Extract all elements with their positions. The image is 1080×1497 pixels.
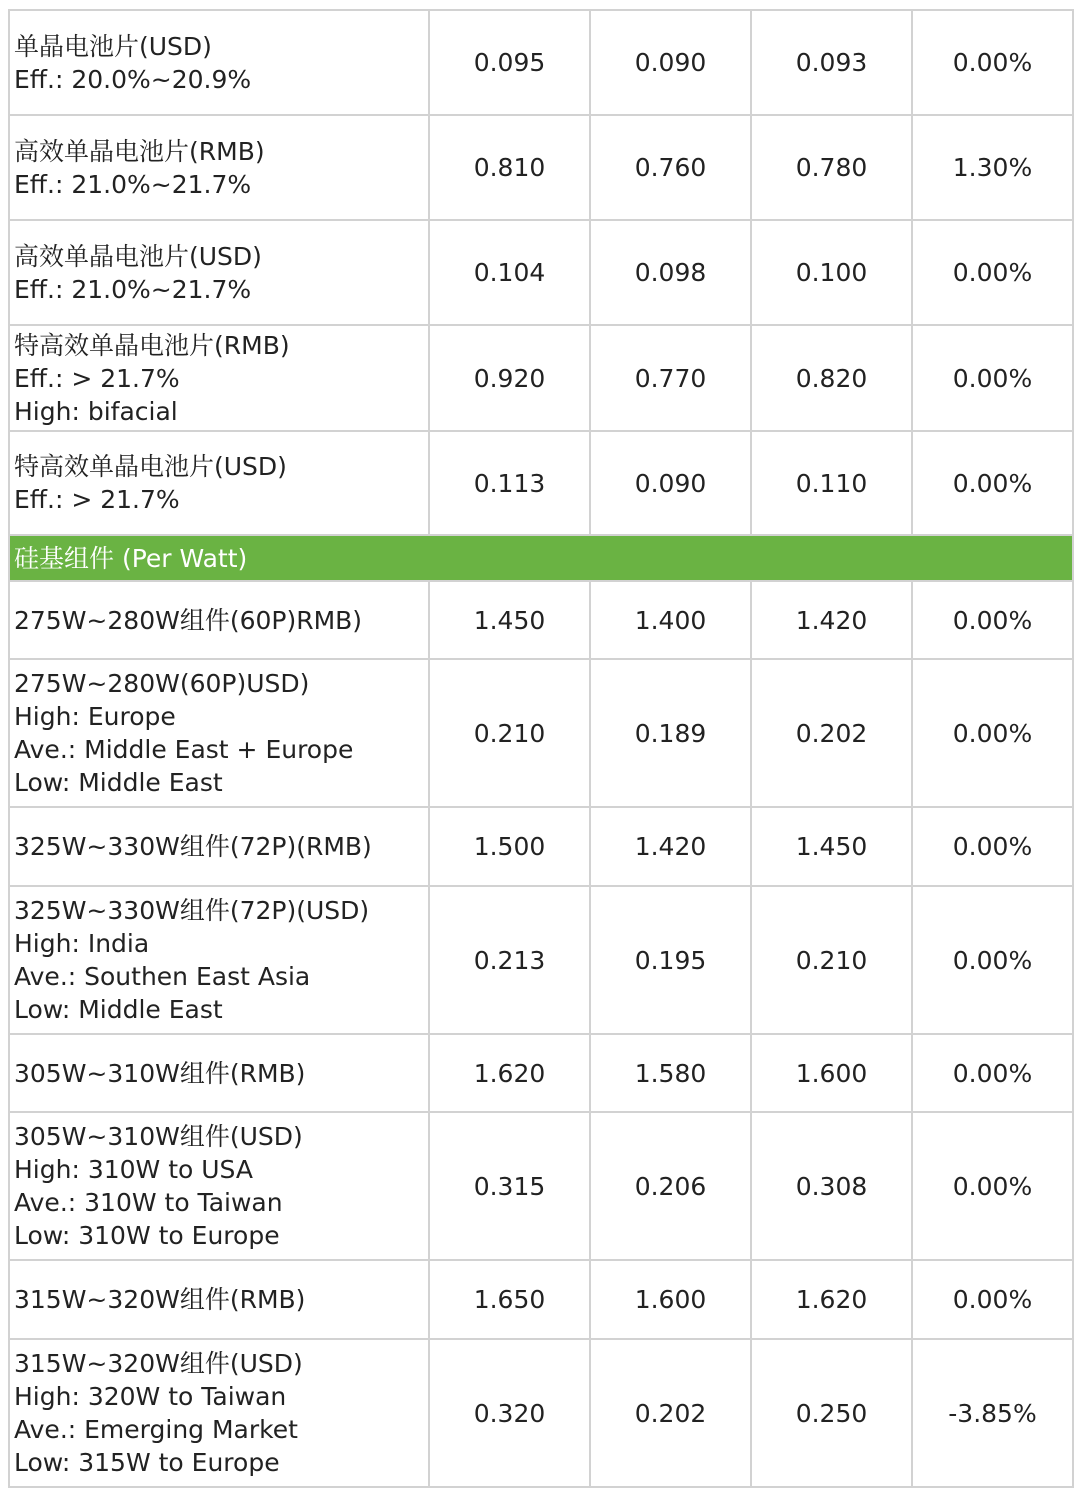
product-note: High: Europe: [14, 702, 176, 731]
average-price-cell: 0.110: [751, 431, 912, 535]
section-title: 硅基组件 (Per Watt): [9, 535, 1073, 581]
low-price-cell: 1.580: [590, 1034, 751, 1112]
low-price-cell: 1.420: [590, 807, 751, 886]
change-cell: 1.30%: [912, 115, 1073, 220]
price-table-body: [9, 10, 1073, 1487]
row-label: [9, 431, 429, 535]
high-price-cell: 0.213: [429, 886, 590, 1034]
product-name: 315W~320W组件(USD): [14, 1349, 303, 1378]
product-name: 315W~320W组件(RMB): [14, 1285, 306, 1314]
change-cell: 0.00%: [912, 1112, 1073, 1260]
product-note: Low: 310W to Europe: [14, 1221, 280, 1250]
change-cell: 0.00%: [912, 1034, 1073, 1112]
table-row: [9, 325, 1073, 431]
high-price-cell: 0.920: [429, 325, 590, 431]
high-price-cell: 0.810: [429, 115, 590, 220]
average-price-cell: 0.780: [751, 115, 912, 220]
average-price-cell: 0.100: [751, 220, 912, 325]
product-name: 高效单晶电池片(RMB): [14, 136, 265, 166]
product-note: Eff.: > 21.7%: [14, 363, 180, 393]
product-name: 单晶电池片(USD): [14, 31, 212, 61]
row-label: [9, 220, 429, 325]
low-price-cell: 1.400: [590, 581, 751, 659]
table-row: [9, 220, 1073, 325]
row-label: [9, 115, 429, 220]
row-label: [9, 1034, 429, 1112]
change-cell: 0.00%: [912, 659, 1073, 807]
row-label: [9, 659, 429, 807]
high-price-cell: 1.650: [429, 1260, 590, 1339]
product-note: High: bifacial: [14, 396, 178, 426]
row-label: [9, 1112, 429, 1260]
low-price-cell: 0.090: [590, 10, 751, 115]
high-price-cell: 0.104: [429, 220, 590, 325]
row-label: [9, 807, 429, 886]
table-row: [9, 431, 1073, 535]
product-name: 305W~310W组件(RMB): [14, 1058, 306, 1088]
row-label: [9, 1339, 429, 1487]
section-header-row: [9, 535, 1073, 581]
table-row: [9, 886, 1073, 1034]
product-note: High: 320W to Taiwan: [14, 1382, 287, 1411]
product-note: Eff.: 20.0%~20.9%: [14, 64, 252, 94]
high-price-cell: 1.450: [429, 581, 590, 659]
average-price-cell: 1.420: [751, 581, 912, 659]
row-label: [9, 10, 429, 115]
product-name: 325W~330W组件(72P)(RMB): [14, 832, 372, 861]
low-price-cell: 0.098: [590, 220, 751, 325]
average-price-cell: 0.820: [751, 325, 912, 431]
product-note: Low: Middle East: [14, 768, 223, 797]
row-label: [9, 886, 429, 1034]
low-price-cell: 0.760: [590, 115, 751, 220]
product-note: Low: 315W to Europe: [14, 1448, 280, 1477]
change-cell: 0.00%: [912, 10, 1073, 115]
high-price-cell: 0.315: [429, 1112, 590, 1260]
average-price-cell: 0.210: [751, 886, 912, 1034]
product-name: 325W~330W组件(72P)(USD): [14, 896, 370, 925]
average-price-cell: 0.250: [751, 1339, 912, 1487]
average-price-cell: 0.308: [751, 1112, 912, 1260]
price-table: [8, 9, 1074, 1488]
row-label: [9, 581, 429, 659]
high-price-cell: 0.320: [429, 1339, 590, 1487]
product-note: Ave.: Emerging Market: [14, 1415, 298, 1444]
product-name: 275W~280W(60P)USD): [14, 669, 310, 698]
low-price-cell: 1.600: [590, 1260, 751, 1339]
change-cell: 0.00%: [912, 431, 1073, 535]
low-price-cell: 0.202: [590, 1339, 751, 1487]
change-cell: 0.00%: [912, 581, 1073, 659]
product-note: Eff.: 21.0%~21.7%: [14, 169, 252, 199]
change-cell: -3.85%: [912, 1339, 1073, 1487]
low-price-cell: 0.195: [590, 886, 751, 1034]
average-price-cell: 1.620: [751, 1260, 912, 1339]
high-price-cell: 1.500: [429, 807, 590, 886]
low-price-cell: 0.189: [590, 659, 751, 807]
low-price-cell: 0.770: [590, 325, 751, 431]
average-price-cell: 0.093: [751, 10, 912, 115]
product-name: 305W~310W组件(USD): [14, 1122, 303, 1151]
table-row: [9, 1112, 1073, 1260]
average-price-cell: 1.450: [751, 807, 912, 886]
product-note: Ave.: Southen East Asia: [14, 962, 311, 991]
product-note: Eff.: > 21.7%: [14, 485, 180, 514]
product-note: Ave.: 310W to Taiwan: [14, 1188, 283, 1217]
table-row: [9, 1034, 1073, 1112]
high-price-cell: 0.113: [429, 431, 590, 535]
product-note: Low: Middle East: [14, 995, 223, 1024]
high-price-cell: 1.620: [429, 1034, 590, 1112]
product-note: Eff.: 21.0%~21.7%: [14, 274, 252, 304]
average-price-cell: 0.202: [751, 659, 912, 807]
average-price-cell: 1.600: [751, 1034, 912, 1112]
product-name: 高效单晶电池片(USD): [14, 241, 262, 271]
change-cell: 0.00%: [912, 325, 1073, 431]
table-row: [9, 807, 1073, 886]
table-row: [9, 1339, 1073, 1487]
row-label: [9, 325, 429, 431]
high-price-cell: 0.095: [429, 10, 590, 115]
table-row: [9, 1260, 1073, 1339]
table-row: [9, 10, 1073, 115]
row-label: [9, 1260, 429, 1339]
high-price-cell: 0.210: [429, 659, 590, 807]
table-row: [9, 659, 1073, 807]
table-row: [9, 581, 1073, 659]
low-price-cell: 0.206: [590, 1112, 751, 1260]
product-name: 275W~280W组件(60P)RMB): [14, 605, 363, 635]
product-name: 特高效单晶电池片(RMB): [14, 330, 290, 360]
change-cell: 0.00%: [912, 220, 1073, 325]
low-price-cell: 0.090: [590, 431, 751, 535]
product-note: High: India: [14, 929, 150, 958]
change-cell: 0.00%: [912, 1260, 1073, 1339]
change-cell: 0.00%: [912, 886, 1073, 1034]
product-name: 特高效单晶电池片(USD): [14, 452, 287, 481]
product-note: High: 310W to USA: [14, 1155, 253, 1184]
table-row: [9, 115, 1073, 220]
product-note: Ave.: Middle East + Europe: [14, 735, 354, 764]
change-cell: 0.00%: [912, 807, 1073, 886]
